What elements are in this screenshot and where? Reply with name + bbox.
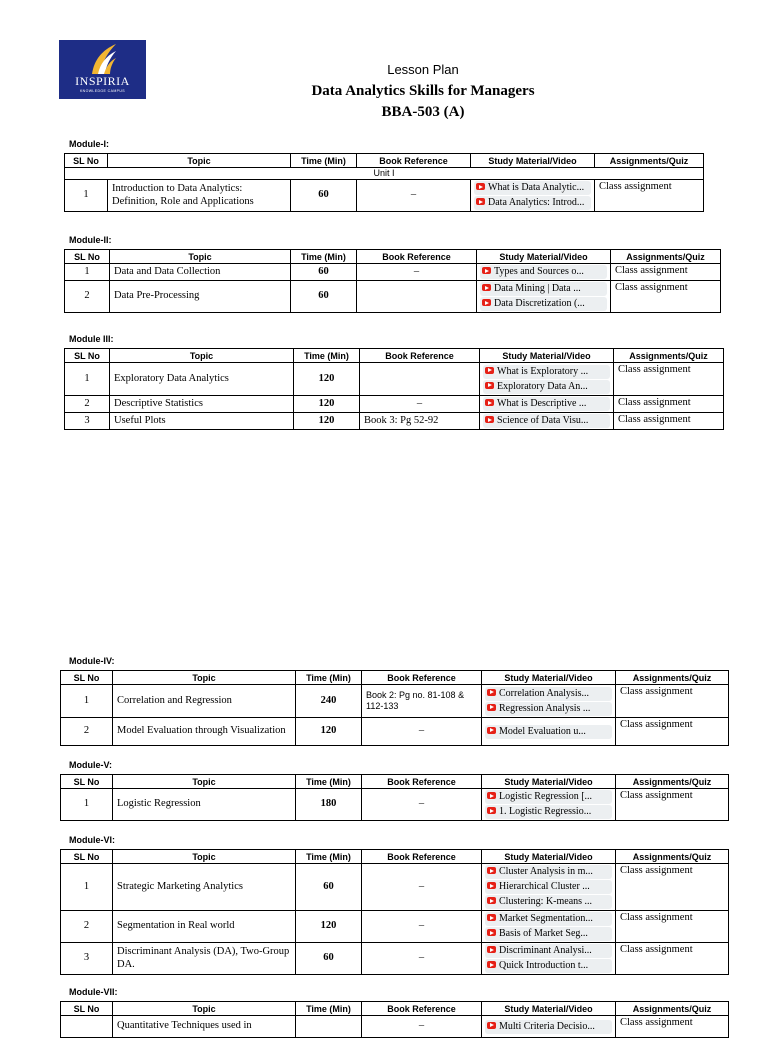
video-title: Basis of Market Seg... [499,928,588,939]
module-table [60,774,729,821]
book-reference-cell: – [362,943,482,975]
column-header-sl-no: SL No [61,775,113,789]
book-reference-cell [357,281,477,313]
column-header-time: Time (Min) [291,154,357,168]
sl-no-cell: 1 [61,864,113,911]
unit-label: Unit I [65,168,704,180]
module-table [60,670,729,746]
topic-cell: Introduction to Data Analytics: Definition, Role and Applications [108,180,291,212]
column-header-time: Time (Min) [296,850,362,864]
table-header-row [65,349,724,363]
study-material-cell [477,264,611,281]
study-material-cell [482,1016,616,1038]
video-link[interactable] [485,687,612,701]
youtube-icon [487,727,496,734]
topic-cell: Strategic Marketing Analytics [113,864,296,911]
video-link[interactable] [485,912,612,926]
study-material-cell [482,943,616,975]
youtube-icon [487,704,496,711]
topic-cell: Quantitative Techniques used in [113,1016,296,1038]
youtube-icon [485,382,494,389]
assignment-cell: Class assignment [616,685,729,718]
video-link[interactable] [485,725,612,739]
youtube-icon [487,882,496,889]
column-header-assignments: Assignments/Quiz [616,850,729,864]
assignment-cell: Class assignment [595,180,704,212]
assignment-cell: Class assignment [616,789,729,821]
book-reference-cell: – [362,911,482,943]
study-material-cell [482,864,616,911]
video-title: What is Exploratory ... [497,365,589,377]
time-cell: 120 [294,413,360,430]
study-material-cell [482,685,616,718]
column-header-time: Time (Min) [294,349,360,363]
column-header-time: Time (Min) [296,775,362,789]
time-cell: 120 [294,363,360,396]
sl-no-cell: 3 [61,943,113,975]
time-cell [296,1016,362,1038]
video-link[interactable] [480,282,607,296]
sl-no-cell: 1 [61,685,113,718]
table-row [61,864,729,911]
column-header-sl-no: SL No [61,850,113,864]
video-title: Types and Sources o... [494,266,584,277]
time-cell: 240 [296,685,362,718]
table-header-row [65,154,704,168]
table-header-row [61,671,729,685]
youtube-icon [487,1022,496,1029]
video-title: Discriminant Analysi... [499,945,592,956]
video-link[interactable] [485,927,612,941]
sl-no-cell: 1 [61,789,113,821]
assignment-cell: Class assignment [616,718,729,746]
column-header-sl-no: SL No [65,250,110,264]
video-link[interactable] [480,265,607,279]
time-cell: 120 [296,911,362,943]
column-header-time: Time (Min) [296,1002,362,1016]
column-header-sl-no: SL No [65,154,108,168]
video-title: What is Data Analytic... [488,182,585,193]
table-row [65,413,724,430]
video-title: Multi Criteria Decisio... [499,1020,595,1032]
time-cell: 120 [296,718,362,746]
youtube-icon [487,897,496,904]
topic-cell: Discriminant Analysis (DA), Two-Group DA. [113,943,296,975]
table-row [65,396,724,413]
assignment-cell: Class assignment [611,264,721,281]
column-header-book-ref: Book Reference [357,154,471,168]
module-table [60,849,729,975]
column-header-assignments: Assignments/Quiz [611,250,721,264]
column-header-sl-no: SL No [61,1002,113,1016]
module-table [64,348,724,430]
video-link[interactable] [483,414,610,428]
sl-no-cell: 2 [61,718,113,746]
video-link[interactable] [485,805,612,819]
youtube-icon [487,792,496,799]
time-cell: 60 [291,180,357,212]
assignment-cell: Class assignment [614,363,724,396]
study-material-cell [480,363,614,396]
book-reference-cell [360,363,480,396]
table-header-row [61,1002,729,1016]
time-cell: 120 [294,396,360,413]
column-header-study-material: Study Material/Video [482,671,616,685]
module-table [64,153,704,212]
time-cell: 180 [296,789,362,821]
youtube-icon [485,416,494,423]
column-header-topic: Topic [108,154,291,168]
column-header-topic: Topic [113,671,296,685]
video-title: 1. Logistic Regressio... [499,806,592,817]
book-reference-cell: – [362,718,482,746]
book-reference-cell: – [360,396,480,413]
video-link[interactable] [483,397,610,411]
study-material-cell [482,789,616,821]
table-row [65,180,704,212]
book-reference-cell: Book 2: Pg no. 81-108 & 112-133 [362,685,482,718]
module-label: Module-IV: [69,656,115,666]
table-header-row [61,850,729,864]
video-link[interactable] [474,196,591,210]
time-cell: 60 [296,864,362,911]
column-header-book-ref: Book Reference [360,349,480,363]
table-row [65,264,721,281]
video-title: Exploratory Data An... [497,380,588,392]
video-link[interactable] [474,181,591,195]
table-row [61,718,729,746]
youtube-icon [482,284,491,291]
column-header-study-material: Study Material/Video [480,349,614,363]
table-row [61,943,729,975]
youtube-icon [487,929,496,936]
assignment-cell: Class assignment [614,396,724,413]
video-title: Hierarchical Cluster ... [499,881,590,892]
book-reference-cell: – [362,1016,482,1038]
youtube-icon [487,689,496,696]
study-material-cell [482,911,616,943]
video-link[interactable] [485,1020,612,1034]
video-title: Clustering: K-means ... [499,896,593,907]
sl-no-cell: 1 [65,180,108,212]
youtube-icon [487,961,496,968]
column-header-study-material: Study Material/Video [482,850,616,864]
table-row [61,685,729,718]
time-cell: 60 [291,281,357,313]
video-link[interactable] [485,944,612,958]
module-label: Module-II: [69,235,112,245]
column-header-sl-no: SL No [61,671,113,685]
time-cell: 60 [291,264,357,281]
column-header-time: Time (Min) [291,250,357,264]
video-title: Regression Analysis ... [499,702,591,714]
column-header-topic: Topic [110,250,291,264]
youtube-icon [487,807,496,814]
youtube-icon [485,399,494,406]
youtube-icon [476,183,485,190]
column-header-book-ref: Book Reference [362,1002,482,1016]
youtube-icon [487,946,496,953]
table-row [65,281,721,313]
video-title: Data Analytics: Introd... [488,197,585,208]
module-label: Module III: [69,334,114,344]
book-reference-cell: – [357,264,477,281]
column-header-sl-no: SL No [65,349,110,363]
column-header-book-ref: Book Reference [357,250,477,264]
topic-cell: Data Pre-Processing [110,281,291,313]
video-title: Science of Data Visu... [497,415,589,426]
unit-row [65,168,704,180]
column-header-topic: Topic [113,775,296,789]
course-code: BBA-503 (A) [381,104,465,120]
assignment-cell: Class assignment [614,413,724,430]
video-link[interactable] [485,895,612,909]
table-row [61,789,729,821]
module-label: Module-V: [69,760,112,770]
youtube-icon [482,267,491,274]
module-table [60,1001,729,1038]
book-reference-cell: – [357,180,471,212]
doc-title: Data Analytics Skills for Managers [311,83,535,99]
book-reference-cell: – [362,864,482,911]
study-material-cell [480,396,614,413]
study-material-cell [482,718,616,746]
column-header-assignments: Assignments/Quiz [616,1002,729,1016]
video-title: Model Evaluation u... [499,725,586,737]
video-title: Logistic Regression [... [499,791,593,802]
sl-no-cell [61,1016,113,1038]
sl-no-cell: 2 [65,281,110,313]
column-header-book-ref: Book Reference [362,850,482,864]
video-title: Correlation Analysis... [499,687,589,699]
column-header-assignments: Assignments/Quiz [616,671,729,685]
video-link[interactable] [485,865,612,879]
topic-cell: Descriptive Statistics [110,396,294,413]
video-title: Cluster Analysis in m... [499,866,593,877]
sl-no-cell: 2 [61,911,113,943]
topic-cell: Data and Data Collection [110,264,291,281]
youtube-icon [485,367,494,374]
youtube-icon [487,867,496,874]
book-reference-cell: Book 3: Pg 52-92 [360,413,480,430]
book-reference-cell: – [362,789,482,821]
column-header-topic: Topic [113,1002,296,1016]
assignment-cell: Class assignment [616,943,729,975]
column-header-book-ref: Book Reference [362,775,482,789]
youtube-icon [476,198,485,205]
table-header-row [65,250,721,264]
assignment-cell: Class assignment [616,911,729,943]
youtube-icon [487,914,496,921]
column-header-assignments: Assignments/Quiz [616,775,729,789]
module-table [64,249,721,313]
column-header-book-ref: Book Reference [362,671,482,685]
topic-cell: Useful Plots [110,413,294,430]
study-material-cell [471,180,595,212]
topic-cell: Logistic Regression [113,789,296,821]
assignment-cell: Class assignment [616,864,729,911]
video-title: Data Mining | Data ... [494,283,581,294]
video-link[interactable] [480,297,607,311]
video-title: Quick Introduction t... [499,960,589,971]
youtube-icon [482,299,491,306]
logo-tagline: KNOWLEDGE CAMPUS [79,89,126,93]
column-header-topic: Topic [113,850,296,864]
table-row [61,911,729,943]
column-header-assignments: Assignments/Quiz [595,154,704,168]
logo-text: INSPIRIA [75,74,130,88]
column-header-study-material: Study Material/Video [477,250,611,264]
video-link[interactable] [485,790,612,804]
table-row [65,363,724,396]
assignment-cell: Class assignment [616,1016,729,1038]
video-link[interactable] [485,702,612,716]
sl-no-cell: 3 [65,413,110,430]
time-cell: 60 [296,943,362,975]
column-header-study-material: Study Material/Video [482,1002,616,1016]
column-header-topic: Topic [110,349,294,363]
video-link[interactable] [483,380,610,394]
column-header-assignments: Assignments/Quiz [614,349,724,363]
topic-cell: Exploratory Data Analytics [110,363,294,396]
assignment-cell: Class assignment [611,281,721,313]
study-material-cell [480,413,614,430]
column-header-study-material: Study Material/Video [482,775,616,789]
video-title: Data Discretization (... [494,298,585,309]
video-link[interactable] [485,959,612,973]
module-label: Module-I: [69,139,109,149]
video-link[interactable] [483,365,610,379]
column-header-study-material: Study Material/Video [471,154,595,168]
video-title: Market Segmentation... [499,913,593,924]
sl-no-cell: 2 [65,396,110,413]
table-row [61,1016,729,1038]
column-header-time: Time (Min) [296,671,362,685]
topic-cell: Correlation and Regression [113,685,296,718]
sl-no-cell: 1 [65,363,110,396]
sl-no-cell: 1 [65,264,110,281]
table-header-row [61,775,729,789]
module-label: Module-VII: [69,987,118,997]
study-material-cell [477,281,611,313]
video-title: What is Descriptive ... [497,398,587,409]
doc-kicker: Lesson Plan [387,62,459,77]
topic-cell: Segmentation in Real world [113,911,296,943]
topic-cell: Model Evaluation through Visualization [113,718,296,746]
video-link[interactable] [485,880,612,894]
module-label: Module-VI: [69,835,115,845]
